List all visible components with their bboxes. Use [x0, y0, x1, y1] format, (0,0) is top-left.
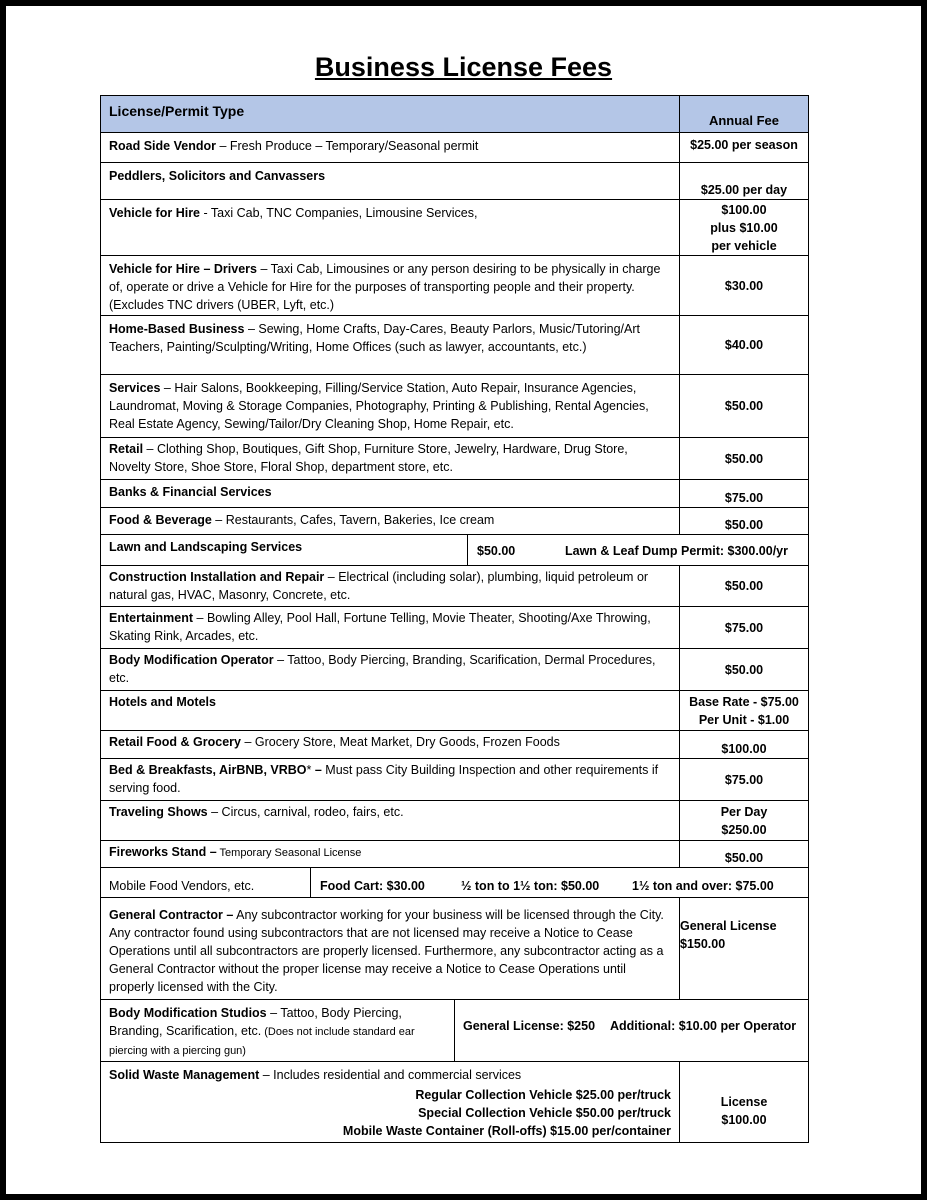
mid-truck-fee: ½ ton to 1½ ton: $50.00: [461, 879, 600, 893]
license-fee: $75.00: [724, 620, 764, 635]
table-row: Fireworks Stand – Temporary Seasonal License $50.00: [100, 840, 809, 868]
food-cart-fee: Food Cart: $30.00: [320, 879, 425, 893]
table-row: Road Side Vendor – Fresh Produce – Temporary/Seasonal permit $25.00 per season: [100, 132, 809, 163]
license-fee: $100.00 plus $10.00 per vehicle: [710, 202, 778, 253]
license-extra-fee: Lawn & Leaf Dump Permit: $300.00/yr: [565, 544, 788, 558]
table-row: Retail Food & Grocery – Grocery Store, Meat Market, Dry Goods, Frozen Foods $100.00: [100, 730, 809, 759]
special-collection-fee: Special Collection Vehicle $50.00 per/truck: [418, 1106, 671, 1120]
table-row: Solid Waste Management – Includes residential and commercial services Regular Collection Vehicle $25.00 per/truck Special Collection Vehicle $50.00 per/truck Mobile Waste Container (Roll-offs) $15.00 per/container License $100.00: [100, 1061, 809, 1143]
header-fee: Annual Fee: [708, 113, 780, 128]
license-name: Body Modification Operator: [109, 653, 274, 667]
license-name: Lawn and Landscaping Services: [109, 540, 303, 554]
license-name: Vehicle for Hire – Drivers: [109, 262, 257, 276]
header-type: License/Permit Type: [101, 96, 680, 132]
license-name: Food & Beverage: [109, 513, 212, 527]
table-row: Construction Installation and Repair – Electrical (including solar), plumbing, liquid petroleum or natural gas, HVAC, Masonry, Concrete, etc. $50.00: [100, 565, 809, 607]
license-fee: $50.00: [724, 579, 764, 593]
table-row: [100, 162, 809, 200]
license-fee: $50.00: [477, 544, 516, 558]
license-name: Services: [109, 381, 161, 395]
license-name: Hotels and Motels: [109, 695, 216, 709]
license-name: Home-Based Business: [109, 322, 245, 336]
license-fee: $30.00: [724, 278, 764, 293]
license-fee: General License $150.00: [680, 919, 777, 951]
table-row: [100, 479, 809, 508]
table-row: Services – Hair Salons, Bookkeeping, Filling/Service Station, Auto Repair, Insurance Agencies, Laundromat, Moving & Storage Companies, Photography, Printing & Publishing, Rental Agencies, Real Estate Agency, Sewing/Tailor/Dry Cleaning Shop, Home Repair, etc. $50.00: [100, 374, 809, 438]
table-row: Bed & Breakfasts, AirBNB, VRBO* – Must pass City Building Inspection and other requirements if serving food. $75.00: [100, 758, 809, 801]
license-fee: $75.00: [724, 491, 764, 505]
table-header: [100, 95, 809, 133]
license-name: Fireworks Stand –: [109, 845, 217, 859]
table-row: Home-Based Business – Sewing, Home Crafts, Day-Cares, Beauty Parlors, Music/Tutoring/Art Teachers, Painting/Sculpting/Writing, Home Offices (such as lawyer, accountants, etc.) $40.00: [100, 315, 809, 375]
license-fee: $40.00: [724, 338, 764, 352]
general-license-fee: General License: $250: [463, 1019, 596, 1033]
operator-fee: Additional: $10.00 per Operator: [610, 1019, 797, 1033]
license-fee: Per Day $250.00: [720, 804, 768, 837]
table-row: Entertainment – Bowling Alley, Pool Hall, Fortune Telling, Movie Theater, Shooting/Axe Throwing, Skating Rink, Arcades, etc. $75.00: [100, 606, 809, 649]
license-fee: $50.00: [724, 451, 764, 466]
table-row: Body Modification Studios – Tattoo, Body Piercing, Branding, Scarification, etc. (Does not include standard ear piercing with a piercing gun) General License: $250 Additional: $10.00 per Operator: [100, 999, 809, 1062]
license-name: Traveling Shows: [109, 805, 208, 819]
license-fee: $75.00: [724, 772, 764, 787]
license-name: Retail Food & Grocery: [109, 735, 241, 749]
license-name: Solid Waste Management: [109, 1068, 260, 1082]
table-row: General Contractor – Any subcontractor working for your business will be licensed through the City. Any contractor found using subcontractors that are not licensed may receive a Notice to Cease Operations until all subcontractors are properly licensed. Furthermore, any subcontractor acting as a General Contractor without the proper license may receive a Notice to Cease Operations until properly licensed with the City. General License $150.00: [100, 897, 809, 1000]
license-name: Peddlers, Solicitors and Canvassers: [109, 169, 326, 183]
regular-collection-fee: Regular Collection Vehicle $25.00 per/truck: [415, 1088, 671, 1102]
license-name: Mobile Food Vendors, etc.: [101, 868, 311, 897]
table-row: Body Modification Operator – Tattoo, Body Piercing, Branding, Scarification, Dermal Procedures, etc. $50.00: [100, 648, 809, 691]
table-row: Food & Beverage – Restaurants, Cafes, Tavern, Bakeries, Ice cream $50.00: [100, 507, 809, 535]
table-row: Vehicle for Hire – Drivers – Taxi Cab, Limousines or any person desiring to be physically in charge of, operate or drive a Vehicle for Hire for the purposes of transporting people and their property. (Excludes TNC drivers (UBER, Lyft, etc.) $30.00: [100, 255, 809, 316]
table-row: Traveling Shows – Circus, carnival, rodeo, fairs, etc. Per Day $250.00: [100, 800, 809, 841]
license-name: Retail: [109, 442, 144, 456]
license-fee: $100.00: [721, 742, 767, 756]
table-row: Vehicle for Hire - Taxi Cab, TNC Companies, Limousine Services, $100.00 plus $10.00 per vehicle: [100, 199, 809, 256]
license-name: Vehicle for Hire: [109, 206, 201, 220]
license-name: Construction Installation and Repair: [109, 570, 325, 584]
license-fee: $50.00: [724, 399, 764, 413]
table-row: [100, 867, 809, 898]
license-fee: $50.00: [724, 851, 764, 865]
table-row: Retail – Clothing Shop, Boutiques, Gift Shop, Furniture Store, Jewelry, Hardware, Drug Store, Novelty Store, Shoe Store, Floral Shop, department store, etc. $50.00: [100, 437, 809, 480]
license-name: General Contractor –: [109, 908, 234, 922]
page-title: Business License Fees: [314, 52, 613, 82]
table-row: [100, 534, 809, 566]
license-fee: $50.00: [724, 662, 764, 677]
license-fee: License $100.00: [720, 1095, 768, 1127]
large-truck-fee: 1½ ton and over: $75.00: [632, 879, 774, 893]
rolloff-container-fee: Mobile Waste Container (Roll-offs) $15.00 per/container: [342, 1124, 671, 1138]
license-name: Banks & Financial Services: [109, 485, 272, 499]
license-name: Body Modification Studios: [109, 1006, 267, 1020]
table-row: [100, 690, 809, 731]
license-name: Bed & Breakfasts, AirBNB, VRBO: [109, 763, 307, 777]
license-fee: $50.00: [724, 518, 764, 532]
license-name: Road Side Vendor: [109, 139, 216, 153]
license-fee: $25.00 per day: [700, 183, 788, 197]
license-fee: Base Rate - $75.00 Per Unit - $1.00: [689, 694, 799, 727]
license-name: Entertainment: [109, 611, 194, 625]
license-fee: $25.00 per season: [690, 138, 798, 152]
